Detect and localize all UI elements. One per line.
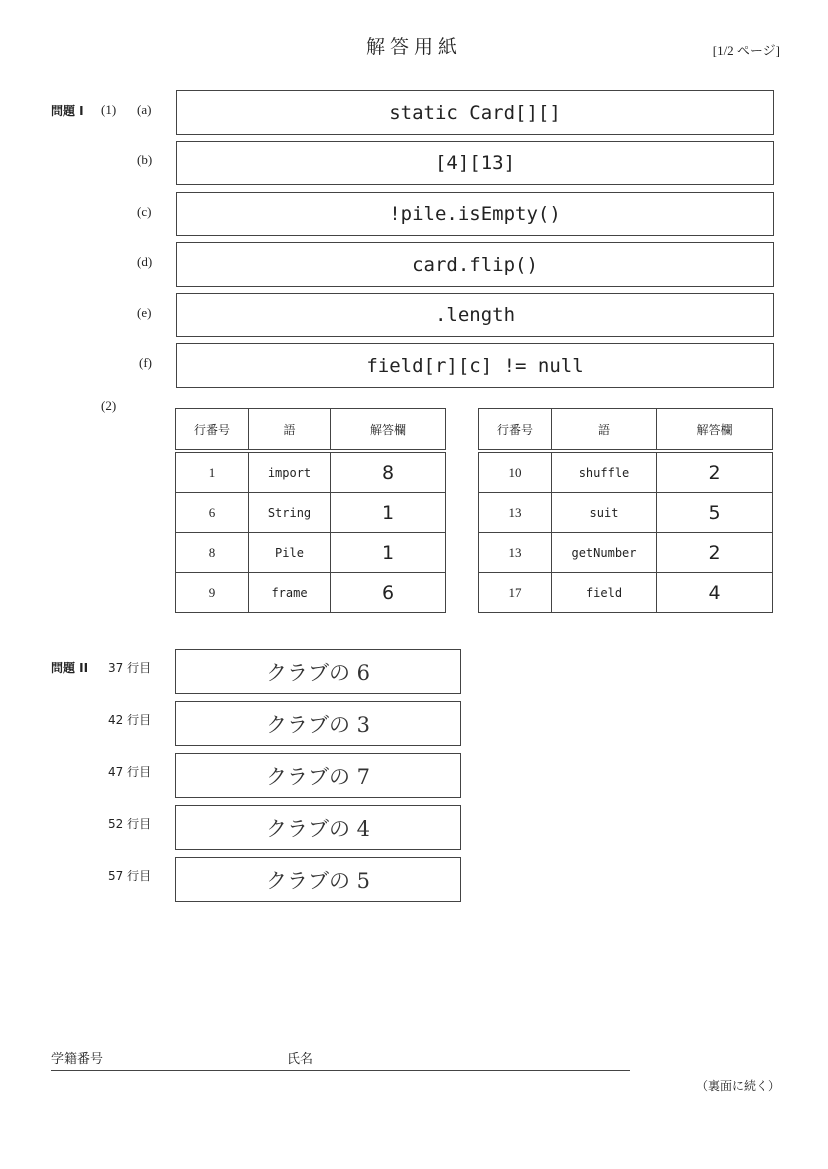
answer-row-52-text: クラブの 4 [265, 816, 371, 841]
line-number-cell: 6 [176, 493, 249, 533]
table-row [176, 573, 446, 613]
answer-c-text: !pile.isEmpty() [389, 203, 561, 225]
answer-c-box [176, 192, 774, 236]
table-row [479, 493, 773, 533]
line-number-cell: 17 [479, 573, 552, 613]
row-47-label: 47 行目 [108, 765, 152, 779]
answer-e-box [176, 293, 774, 337]
answer-row-52-box [175, 805, 461, 850]
answer-d-text: card.flip() [412, 253, 538, 276]
row-42-label: 42 行目 [108, 713, 152, 727]
word-cell: suit [552, 493, 657, 533]
signature-line [51, 1070, 630, 1071]
answer-cell: 4 [657, 573, 773, 613]
table-row [176, 453, 446, 493]
answer-row-47-box [175, 753, 461, 798]
word-cell: import [249, 453, 331, 493]
word-cell: String [249, 493, 331, 533]
word-cell: getNumber [552, 533, 657, 573]
word-cell: shuffle [552, 453, 657, 493]
page-number: [1/2 ページ] [712, 43, 780, 58]
answer-cell: 2 [657, 533, 773, 573]
answer-row-57-text: クラブの 5 [265, 868, 371, 893]
continue-note: （裏面に続く） [695, 1079, 780, 1093]
question-2-label: 問題 II [51, 661, 89, 675]
answer-cell: 1 [331, 533, 446, 573]
header-answer: 解答欄 [331, 409, 446, 450]
header-line-number: 行番号 [479, 409, 552, 450]
answer-cell: 1 [331, 493, 446, 533]
table-row [479, 533, 773, 573]
answer-f-text: field[r][c] != null [366, 354, 584, 377]
answer-a-text: static Card[][] [389, 101, 561, 124]
row-57-label: 57 行目 [108, 869, 152, 883]
answer-cell: 5 [657, 493, 773, 533]
page-title: 解答用紙 [365, 36, 462, 58]
answer-b-box [176, 141, 774, 185]
header-answer: 解答欄 [657, 409, 773, 450]
item-b-label: (b) [137, 152, 153, 167]
table-row [479, 453, 773, 493]
right-answer-table [478, 408, 773, 613]
line-number-cell: 13 [479, 533, 552, 573]
answer-row-47-text: クラブの 7 [265, 764, 371, 789]
answer-cell: 6 [331, 573, 446, 613]
item-a-label: (a) [137, 102, 152, 117]
line-number-cell: 9 [176, 573, 249, 613]
answer-d-box [176, 242, 774, 287]
left-answer-table [175, 408, 446, 613]
table-row [176, 493, 446, 533]
answer-row-37-text: クラブの 6 [265, 660, 371, 685]
row-52-label: 52 行目 [108, 817, 152, 831]
header-word: 語 [249, 409, 331, 450]
answer-cell: 8 [331, 453, 446, 493]
row-37-label: 37 行目 [108, 661, 152, 675]
answer-row-42-text: クラブの 3 [265, 712, 371, 737]
answer-e-text: .length [434, 304, 516, 326]
question-1-label: 問題 I [51, 104, 84, 118]
answer-row-57-box [175, 857, 461, 902]
answer-a-box [176, 90, 774, 135]
word-cell: field [552, 573, 657, 613]
word-cell: frame [249, 573, 331, 613]
answer-b-text: [4][13] [434, 152, 516, 174]
question-1-part-2-label: (2) [101, 398, 117, 413]
answer-row-42-box [175, 701, 461, 746]
item-e-label: (e) [137, 305, 152, 320]
answer-row-37-box [175, 649, 461, 694]
answer-cell: 2 [657, 453, 773, 493]
header-line-number: 行番号 [176, 409, 249, 450]
item-f-label: (f) [139, 355, 152, 370]
item-c-label: (c) [137, 204, 152, 219]
line-number-cell: 13 [479, 493, 552, 533]
line-number-cell: 1 [176, 453, 249, 493]
table-row [176, 533, 446, 573]
answer-f-box [176, 343, 774, 388]
name-label: 氏名 [287, 1052, 314, 1067]
line-number-cell: 10 [479, 453, 552, 493]
question-1-part-1-label: (1) [101, 102, 117, 117]
line-number-cell: 8 [176, 533, 249, 573]
item-d-label: (d) [137, 254, 153, 269]
table-row [479, 573, 773, 613]
header-word: 語 [552, 409, 657, 450]
student-id-label: 学籍番号 [51, 1052, 104, 1067]
word-cell: Pile [249, 533, 331, 573]
